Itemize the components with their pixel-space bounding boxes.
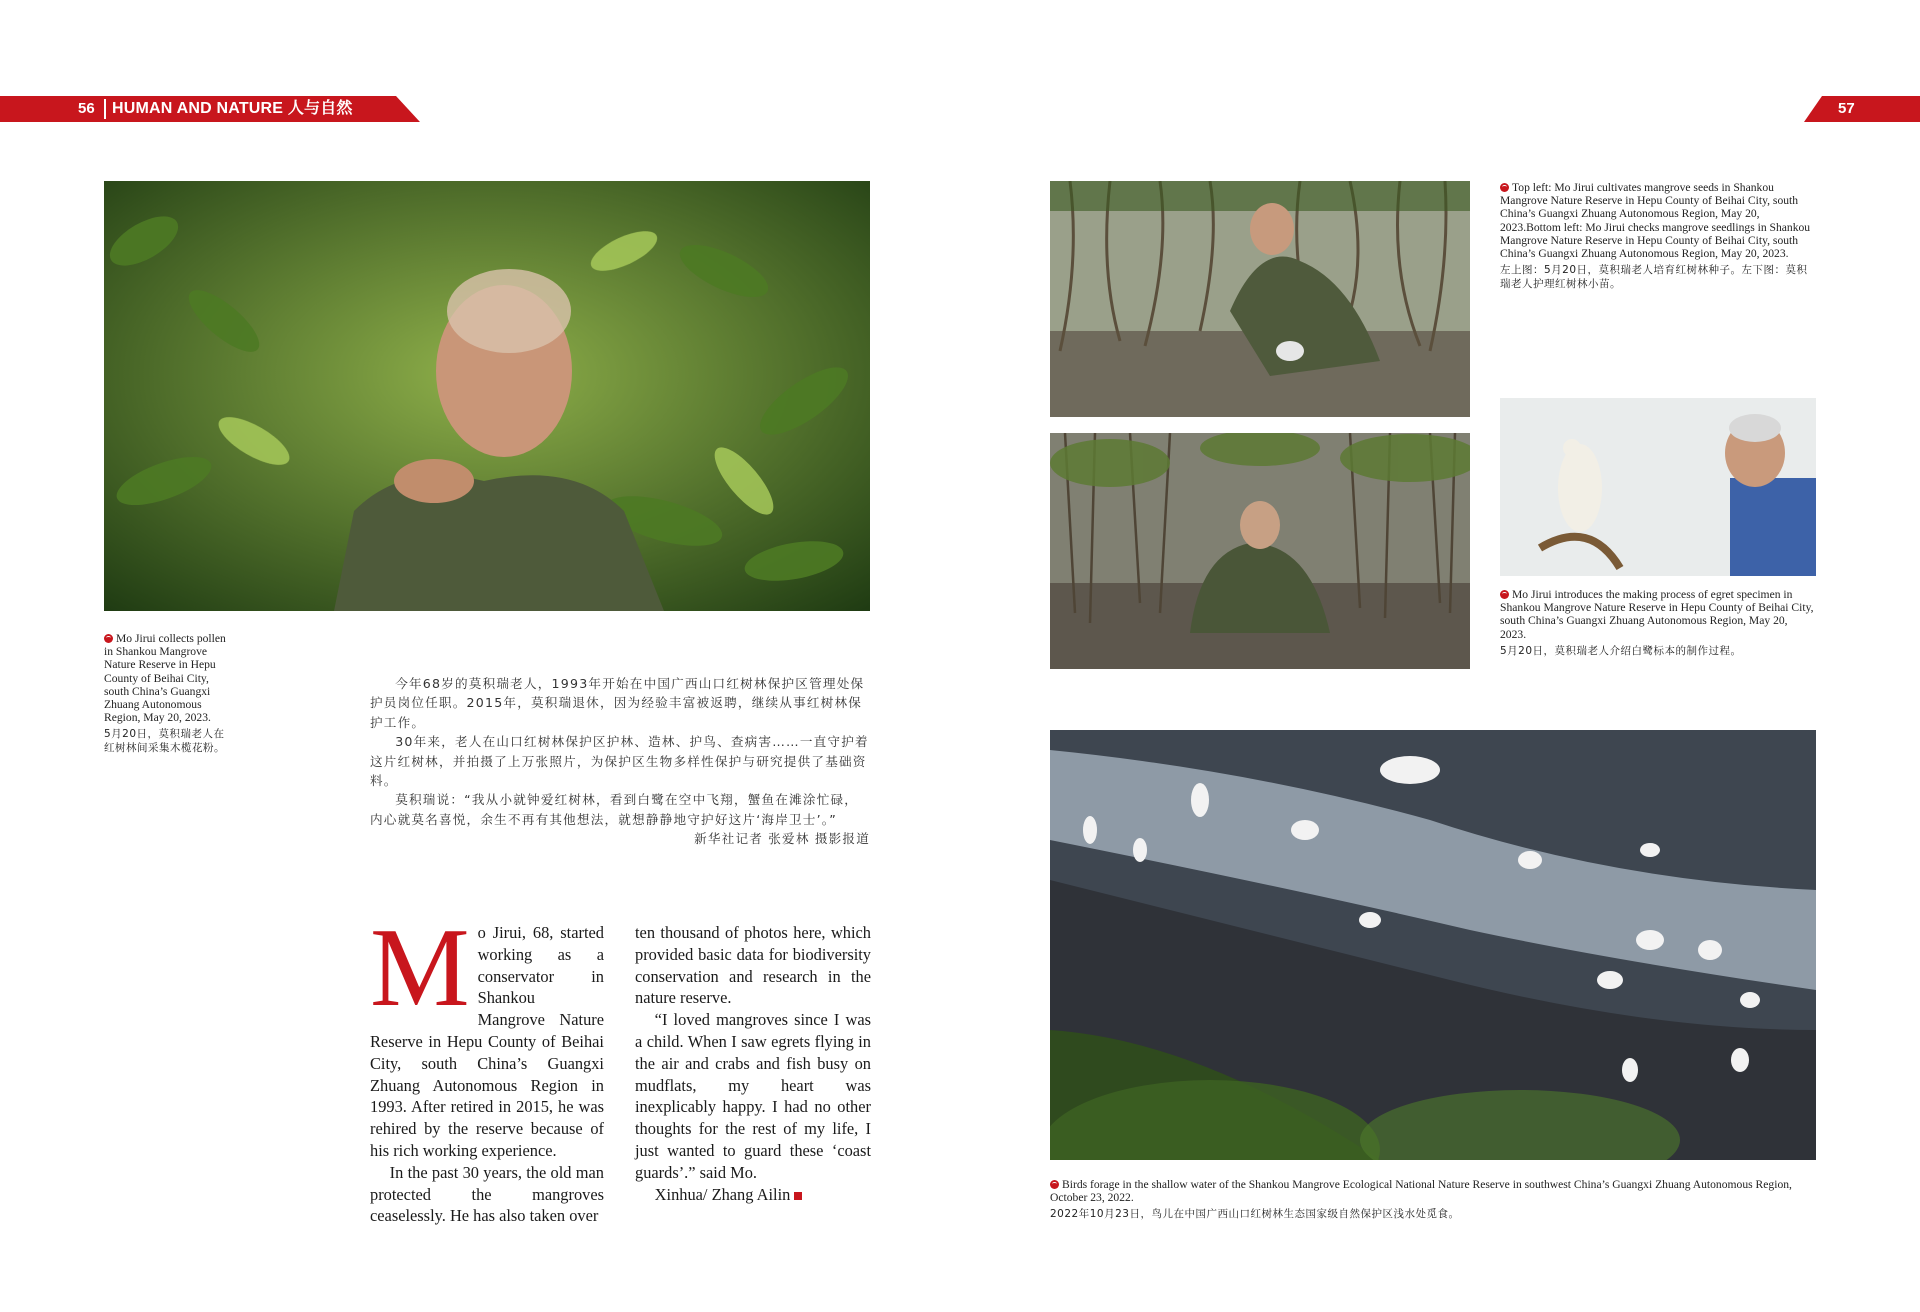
en-paragraph: “I loved mangroves since I was a child. When I saw egrets flying in the air and crabs and fish busy on mudflats, my heart was inexplicably happy. I had no other thoughts for the rest of my life, I just wanted to guard these ‘coast guards’.” said Mo.: [635, 1010, 871, 1182]
birds-caption-en: Birds forage in the shallow water of the Shankou Mangrove Ecological National Nature Reserve in southwest China’s Guangxi Zhuang Autonomous Region, October 23, 2022.: [1050, 1178, 1792, 1205]
main-photo-caption: [104, 632, 228, 755]
egret-photo-caption: [1500, 588, 1816, 658]
bottom-left-photo: [1050, 433, 1470, 669]
end-mark-icon: [794, 1192, 802, 1200]
main-photo: [104, 181, 870, 611]
birds-caption-cn: 2022年10月23日，鸟儿在中国广西山口红树林生态国家级自然保护区浅水处觅食。: [1050, 1208, 1460, 1221]
header-divider: [104, 99, 106, 119]
chinese-article: [370, 674, 870, 849]
caption-marker-icon: [1050, 1180, 1059, 1189]
en-paragraph: o Jirui, 68, started working as a conservator in Shankou Mangrove Nature Reserve in Hepu County of Beihai City, south China’s Guangxi Zhuang Autonomous Region in 1993. After retired in 2015, he was rehired by the reserve because of his rich working experience.: [370, 923, 604, 1160]
right-header-bar: [1804, 96, 1920, 122]
en-paragraph: ten thousand of photos here, which provided basic data for biodiversity conservation and research in the nature reserve.: [635, 923, 871, 1008]
en-credit: Xinhua/ Zhang Ailin: [654, 1184, 791, 1204]
cn-paragraph: 莫积瑞说：“我从小就钟爱红树林，看到白鹭在空中飞翔，蟹鱼在滩涂忙碌，内心就莫名喜悦，余生不再有其他想法，就想静静地守护好这片‘海岸卫士’。”: [370, 792, 859, 827]
top-caption-cn: 左上图：5月20日，莫积瑞老人培育红树林种子。左下图：莫积瑞老人护理红树林小苗。: [1500, 264, 1808, 291]
section-title: HUMAN AND NATURE 人与自然: [112, 100, 353, 117]
egret-caption-en: Mo Jirui introduces the making process of egret specimen in Shankou Mangrove Nature Reserve in Hepu County of Beihai City, south China’s Guangxi Zhuang Autonomous Region, May 20, 2023.: [1500, 588, 1814, 641]
en-paragraph: In the past 30 years, the old man protected the mangroves ceaselessly. He has also taken over: [370, 1162, 604, 1226]
caption-marker-icon: [1500, 183, 1509, 192]
cn-paragraph: 今年68岁的莫积瑞老人，1993年开始在中国广西山口红树林保护区管理处保护员岗位任职。2015年，莫积瑞退休，因为经验丰富被返聘，继续从事红树林保护工作。: [370, 676, 865, 730]
top-caption-en: Top left: Mo Jirui cultivates mangrove seeds in Shankou Mangrove Nature Reserve in Hepu County of Beihai City, south China’s Guangxi Zhuang Autonomous Region, May 20, 2023.Bottom left: Mo Jirui checks mangrove seedlings in Shankou Mangrove Nature Reserve in Hepu County of Beihai City, south China’s Guangxi Zhuang Autonomous Region, May 20, 2023.: [1500, 181, 1811, 261]
top-photos-caption: [1500, 181, 1816, 291]
birds-photo: [1050, 730, 1816, 1160]
caption-marker-icon: [1500, 590, 1509, 599]
english-column-1: [370, 906, 604, 1227]
english-column-2: [635, 922, 871, 1205]
drop-cap: M: [370, 906, 470, 1030]
main-caption-cn: 5月20日，莫积瑞老人在红树林间采集木榄花粉。: [104, 728, 225, 755]
cn-credit: 新华社记者 张爱林 摄影报道: [694, 831, 870, 847]
top-left-photo: [1050, 181, 1470, 417]
right-page-number: 57: [1838, 100, 1855, 117]
egret-specimen-photo: [1500, 398, 1816, 576]
birds-photo-caption: [1050, 1178, 1816, 1221]
caption-marker-icon: [104, 634, 113, 643]
main-caption-en: Mo Jirui collects pollen in Shankou Mangrove Nature Reserve in Hepu County of Beihai City, south China’s Guangxi Zhuang Autonomous Region, May 20, 2023.: [104, 632, 226, 725]
left-page-number: 56: [78, 100, 95, 117]
egret-caption-cn: 5月20日，莫积瑞老人介绍白鹭标本的制作过程。: [1500, 644, 1742, 657]
cn-paragraph: 30年来，老人在山口红树林保护区护林、造林、护鸟、查病害……一直守护着这片红树林，并拍摄了上万张照片，为保护区生物多样性保护与研究提供了基础资料。: [370, 734, 869, 789]
